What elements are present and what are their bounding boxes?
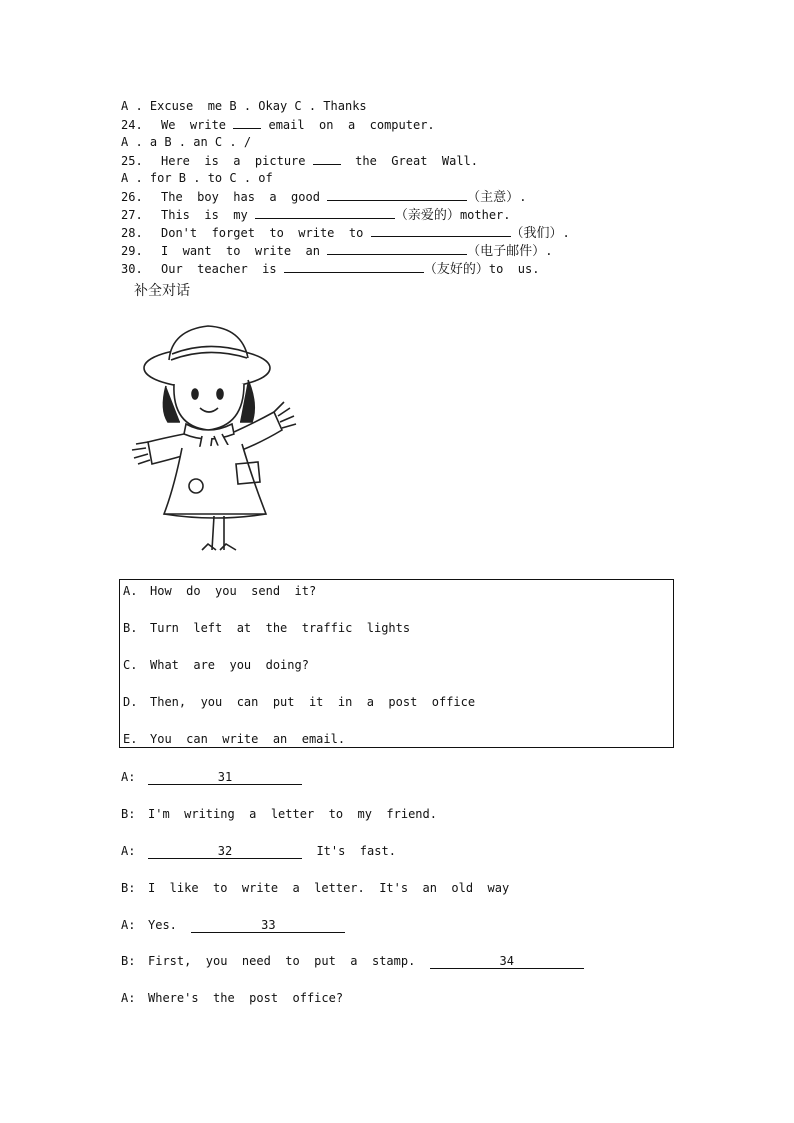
question-text: .	[519, 190, 527, 204]
question-number: 25.	[121, 154, 143, 168]
question-text: The boy has a good	[161, 190, 328, 204]
option-a	[123, 584, 316, 598]
options-line-23	[121, 99, 367, 113]
question-text: This is my	[161, 208, 255, 222]
answer-blank[interactable]	[371, 225, 511, 237]
option-b	[123, 621, 410, 635]
question-text: Here is a picture	[161, 154, 313, 168]
answer-blank-33[interactable]: 33	[191, 919, 345, 933]
option-key: E.	[123, 732, 138, 746]
line-text: A . a B . an C . /	[121, 135, 252, 149]
dialogue-line	[121, 954, 584, 969]
question-text: the Great Wall.	[340, 154, 478, 168]
question-text: Our teacher is	[161, 262, 284, 276]
option-key: B.	[123, 621, 138, 635]
option-key: D.	[123, 695, 138, 709]
speaker-label: B:	[121, 954, 136, 968]
answer-blank-34[interactable]: 34	[430, 955, 584, 969]
answer-blank[interactable]	[313, 153, 341, 165]
dialogue-line	[121, 844, 396, 859]
question-29	[121, 243, 552, 259]
question-28	[121, 225, 570, 241]
option-d	[123, 695, 475, 709]
answer-blank-31[interactable]: 31	[148, 771, 302, 785]
question-text: Don't forget to write to	[161, 226, 371, 240]
answer-blank[interactable]	[255, 207, 395, 219]
question-number: 24.	[121, 118, 143, 132]
speaker-label: A:	[121, 991, 136, 1005]
option-key: A.	[123, 584, 138, 598]
question-text: email on a computer.	[261, 118, 435, 132]
option-c	[123, 658, 309, 672]
option-key: C.	[123, 658, 138, 672]
question-text: mother.	[459, 208, 511, 222]
question-text: .	[562, 226, 570, 240]
dialogue-line	[121, 881, 509, 895]
answer-blank[interactable]	[284, 261, 424, 273]
options-box	[119, 579, 674, 748]
speaker-label: B:	[121, 881, 136, 895]
option-text: How do you send it?	[150, 584, 317, 598]
question-text: to us.	[488, 262, 540, 276]
dialogue-text: Yes.	[148, 918, 192, 932]
dialogue-line	[121, 770, 302, 785]
option-text: Then, you can put it in a post office	[150, 695, 476, 709]
dialogue-text: I like to write a letter. It's an old way	[148, 881, 510, 895]
chinese-hint: （电子邮件）	[467, 244, 546, 259]
speaker-label: A:	[121, 770, 136, 784]
options-line-25	[121, 171, 273, 185]
question-text: .	[545, 244, 553, 258]
answer-blank[interactable]	[327, 189, 467, 201]
question-24	[121, 117, 435, 132]
dialogue-text: I'm writing a letter to my friend.	[148, 807, 437, 821]
option-e	[123, 732, 345, 746]
option-text: What are you doing?	[150, 658, 309, 672]
dialogue-line	[121, 807, 437, 821]
option-text: You can write an email.	[150, 732, 346, 746]
question-number: 28.	[121, 226, 143, 240]
answer-blank-32[interactable]: 32	[148, 845, 302, 859]
question-27	[121, 207, 511, 223]
question-text: We write	[161, 118, 234, 132]
section-title: 补全对话	[134, 283, 190, 299]
dialogue-line	[121, 991, 343, 1005]
girl-illustration	[124, 318, 306, 556]
speaker-label: A:	[121, 918, 136, 932]
dialogue-text: Where's the post office?	[148, 991, 344, 1005]
answer-blank[interactable]	[327, 243, 467, 255]
question-number: 29.	[121, 244, 143, 258]
question-number: 27.	[121, 208, 143, 222]
question-25	[121, 153, 478, 168]
question-26	[121, 189, 526, 205]
question-number: 26.	[121, 190, 143, 204]
answer-blank[interactable]	[233, 117, 261, 129]
chinese-hint: （主意）	[467, 190, 520, 205]
dialogue-line	[121, 918, 345, 933]
chinese-hint: （我们）	[510, 226, 563, 241]
dialogue-text: First, you need to put a stamp.	[148, 954, 430, 968]
chinese-hint: （亲爱的）	[394, 208, 460, 223]
dialogue-text: It's fast.	[302, 844, 396, 858]
question-number: 30.	[121, 262, 143, 276]
line-text: A . for B . to C . of	[121, 171, 273, 185]
speaker-label: B:	[121, 807, 136, 821]
options-line-24	[121, 135, 251, 149]
chinese-hint: （友好的）	[423, 262, 489, 277]
question-30	[121, 261, 539, 277]
line-text: A . Excuse me B . Okay C . Thanks	[121, 99, 367, 113]
question-text: I want to write an	[161, 244, 328, 258]
option-text: Turn left at the traffic lights	[150, 621, 411, 635]
speaker-label: A:	[121, 844, 136, 858]
